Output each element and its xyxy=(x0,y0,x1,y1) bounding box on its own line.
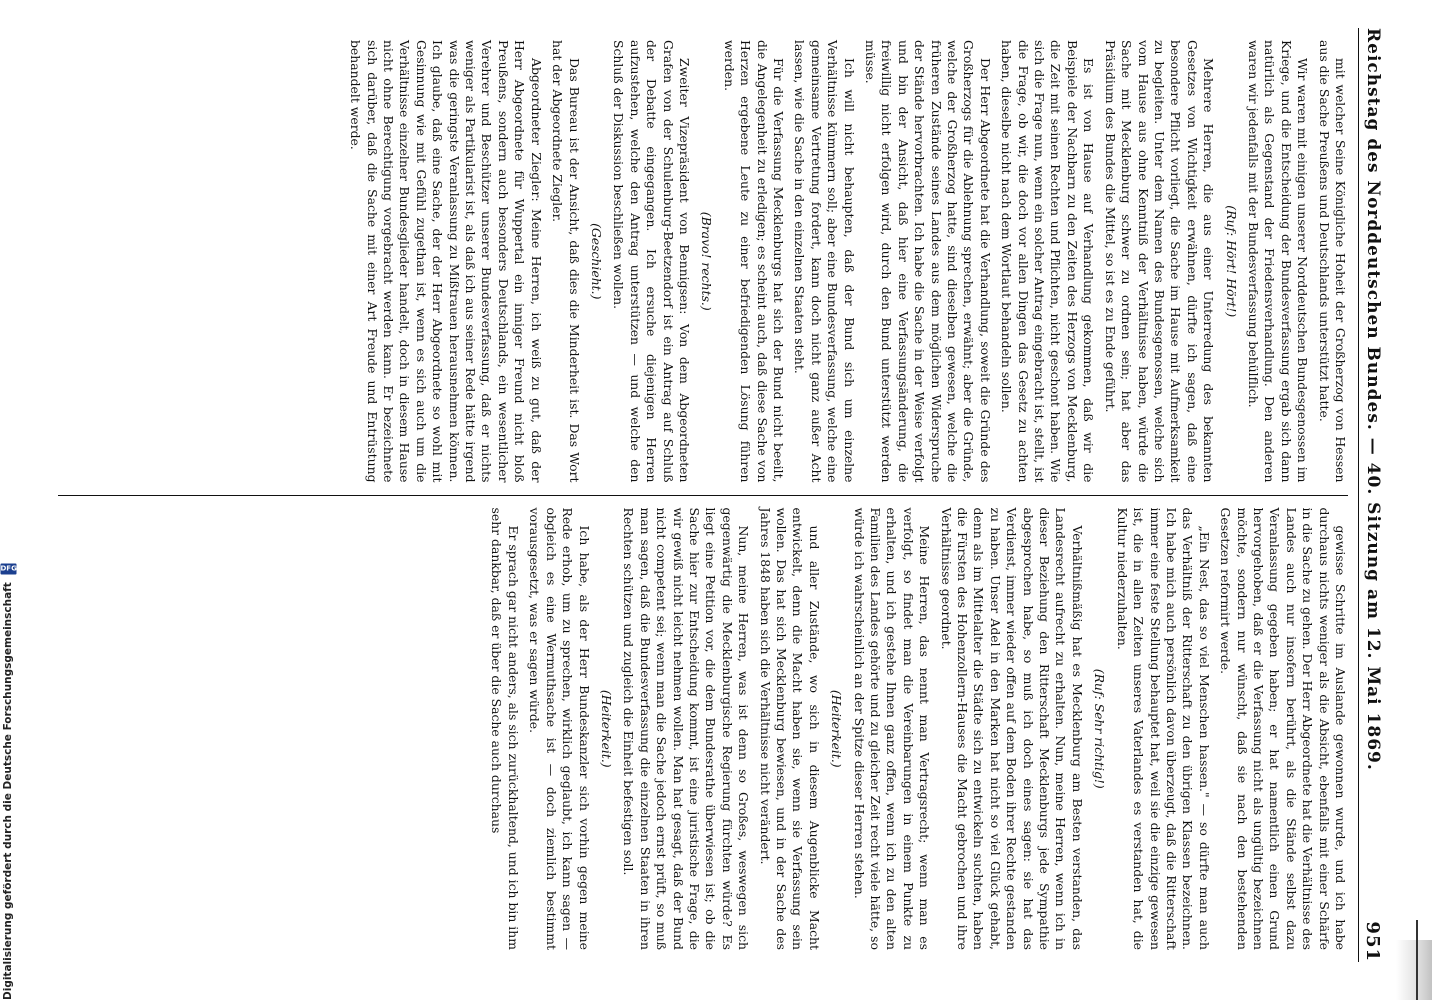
applause-note: (Bravo! rechts.) xyxy=(699,211,715,311)
interjection: (Ruf: Hört! Hört!) xyxy=(1223,205,1239,318)
paragraph: Mehrere Herren, die aus einer Unterredung des bekannten Gesetzes von Wichtigkeit erwähnen, dürfte ich sagen, daß eine besondere Pflicht vorliegt, die Sache im Hause mit Aufmerksamkeit zu begleiten. Unter dem Namen des Bundesgenossen, welche sich vom Hause aus ohne Kenntniß der Verhältnisse haben, würde die Sache mit Mecklenburg schwer zu ordnen sein; hat aber das Präsidium des Bundes die Mittel, so ist es zu Ende geführt. xyxy=(1102,40,1217,483)
paragraph: Ich habe, als der Herr Bundeskanzler sich vorhin gegen meine Rede erhob, um zu sprechen, wirklich geglaubt, ich kann sagen — obgleich es eine Wermuthsache ist — doch ziemlich bestimmt vorausgesetzt, was er sagen würde. xyxy=(527,507,592,950)
paragraph: Nun, meine Herren, was ist denn so Großes, weswegen sich gegenwärtig die Mecklenburgische Regierung fürchten würde? Es liegt eine Petition vor, die dem Bundesrathe überwiesen ist; ob die Sache hier zur Entscheidung kommt, ist eine juristische Frage, die wir gewiß nicht leicht nehmen wollen. Man hat gesagt, daß der Bund nicht competent sei; wenn man die Sache jedoch ernst prüft, so muß man sagen, daß die Bundesverfassung die einzelnen Staaten in ihren Rechten schützen und zugleich die Einheit befestigen soll. xyxy=(621,507,752,950)
paragraph: Es ist von Hause auf Verhandlung gekommen, daß wir die Beispiele der Nachbarn zu den Zeiten des Herzogs von Mecklenburg, die Zeit mit seinen Rechten und Pflichten, nicht geschont haben. Wie sich die Frage nun, wenn ein solcher Antrag eingebracht ist, stellt, ist die Frage, ob wir, die doch vor allen Dingen das Gesetz zu achten haben, dieselbe nicht nach dem Wortlaut behandeln sollen. xyxy=(999,40,1097,483)
paragraph: „Ein Nest, das so viel Menschen hassen." — so dürfte man auch das Verhältniß der Ritterschaft zu den übrigen Klassen bezeichnen. Ich habe mich auch persönlich davon überzeugt, daß die Ritterschaft immer eine feste Stellung behauptet hat, weil sie die einzige gewesen ist, die in allen Zeiten unseres Vaterlandes es verstanden hat, die Kultur niederzuhalten. xyxy=(1114,507,1212,950)
paragraph: gewisse Schritte im Auslande gewonnen wurde, und ich habe durchaus nichts weniger als die Absicht, ebenfalls mit einer Schärfe in die Sache zu gehen. Der Herr Abgeordnete hat die Verhältnisse des Landes auch nur insofern berührt, als die Stände selbst dazu Veranlassung gegeben haben; er hat namentlich einen Grund hervorgehoben, daß er die Verfassung nicht als ungültig bezeichnen möchte, sondern nur wünscht, daß sie nach den bestehenden Gesetzen reformirt werde. xyxy=(1218,507,1348,950)
vice-president-paragraph: Zweiter Vizepräsident von Bennigsen: Von dem Abgeordneten Grafen von der Schulenburg-Beetzendorf ist ein Antrag auf Schluß der Debatte eingegangen. Ich ersuche diejenigen Herren aufzustehen, welche den Antrag unterstützen — und welche den Schluß der Diskussion beschließen wollen. xyxy=(611,40,692,483)
interjection: (Ruf: Sehr richtig!) xyxy=(1092,668,1108,789)
page-header-title: Reichstag des Norddeutschen Bundes. — 40. Sitzung am 12. Mai 1869. xyxy=(1363,28,1383,771)
closing-paragraph: Das Bureau ist der Ansicht, daß dies die Minderheit ist. Das Wort hat der Abgeordnete Ziegler. xyxy=(550,40,582,483)
rotated-page-content xyxy=(35,0,1397,990)
scan-edge-shadow xyxy=(1396,940,1432,1000)
paragraph: Meine Herren, das nennt man Vertragsrecht; wenn man es verfolgt, so findet man die Vereinbarungen in einem Punkte zu erhalten, und ich gestehe Ihnen ganz offen, wenn ich zu den alten Familien des Landes gehörte und zu gleicher Zeit recht viele hätte, so würde ich wahrscheinlich an der Spitze dieser Herren stehen. xyxy=(851,507,933,950)
paragraph: Wir waren mit einigen unserer Norddeutschen Bundesgenossen im Kriege, und die Entscheidung der Bundesverfassung ergab sich dann natürlich als Gegenstand der Friedensverhandlung. Den anderen waren wir jedenfalls mit der Bundesverfassung behülflich. xyxy=(1245,40,1311,483)
paragraph: Ich will nicht behaupten, daß der Bund sich um einzelne Verhältnisse kümmern soll; aber eine Bundesverfassung, welche eine gemeinsame Vertretung fordert, kann doch nicht ganz außer Acht lassen, wie die Sache in den einzelnen Staaten steht. xyxy=(792,40,857,483)
paragraph: und aller Zustände, wo sich in diesem Augenblicke Macht entwickelt, denn die Macht haben sie, wenn sie Verfassung sein wollen. Das hat sich Mecklenburg bewiesen, und in der Sache des Jahres 1848 haben sich die Verhältnisse nicht verändert. xyxy=(757,507,822,950)
footer-text: Digitalisierung gefördert durch die Deutsche Forschungsgemeinschaft xyxy=(2,582,14,1000)
left-column xyxy=(58,28,1348,495)
event-note: (Heiterkeit.) xyxy=(829,689,845,768)
paragraph: Der Herr Abgeordnete hat die Verhandlung, soweit die Gründe des Großherzogs für die Ablehnung sprechen, erwähnt; aber die Gründe, welche der Großherzog hatte, sind dieselben gewesen, welche die früheren Zustände seines Landes aus dem möglichen Widerspruche der Stände hervorbrachten. Ich habe die Sache in der Weise verfolgt und bin der Ansicht, daß hier eine Verfassungsänderung, die freiwillig nicht erfolgen wird, durch den Bund unterstützt werden müsse. xyxy=(863,40,993,483)
scan-edge-mark xyxy=(1416,920,1418,1000)
dfg-logo-icon: DFG xyxy=(0,564,17,573)
page-number: 951 xyxy=(1362,921,1384,962)
page-header xyxy=(1358,28,1387,962)
ziegler-paragraph: Abgeordneter Ziegler: Meine Herren, ich weiß zu gut, daß der Herr Abgeordnete für Wuppertal ein inniger Freund nicht bloß Preußens, sondern auch besonders Deutschlands, ein wesentlicher Verehrer und Beschützer unserer Bundesverfassung, daß er nichts weniger als Partikularist ist, als daß ich aus seiner Rede hätte irgend was die geringste Veranlassung zu Mißtrauen herausnehmen können. Ich glaube, daß eine Sache, der der Herr Abgeordnete so wohl mit Gesinnung wie mit Gefühl zugethan ist, wenn es sich auch um die Verhältnisse einzelner Bundesglieder handelt, doch in diesem Hause nicht ohne Berechtigung vorgebracht werden kann. Er bezeichnete sich darüber, daß die Sache mit einer Art Freude und Entrüstung behandelt werde. xyxy=(348,40,544,483)
paragraph: Verhältnißmäßig hat es Mecklenburg am Besten verstanden, das Landesrecht aufrecht zu erhalten. Nun, meine Herren, wenn ich in dieser Beziehung den Ritterschaft Mecklenburgs jede Sympathie abgesprochen habe, so muß ich doch eines sagen: sie hat das Verdienst, immer wieder offen auf dem Boden ihrer Rechte gestanden zu haben. Unser Adel in den Marken hat nicht so viel Glück gehabt, denn als im Mittelalter die Städte sich zu entwickeln suchten, haben die Fürsten des Hohenzollern-Hauses die Macht gebrochen und ihre Verhältnisse geordnet. xyxy=(938,507,1085,950)
paragraph: Für die Verfassung Mecklenburgs hat sich der Bund nicht beeilt, die Angelegenheit zu erledigen; es scheint auch, daß diese Sache von Herzen ergebene Leute zu einer befriedigenden Lösung führen werden. xyxy=(721,40,786,483)
event-note: (Heiterkeit.) xyxy=(598,689,614,768)
right-column xyxy=(58,495,1348,963)
digitization-footer xyxy=(0,0,17,1000)
event-note: (Geschieht.) xyxy=(588,223,604,300)
paragraph: mit welcher Seine Königliche Hoheit der Großherzog von Hessen aus die Sache Preußens und Deutschlands unterstützt hatte. xyxy=(1316,40,1348,483)
paragraph: Er sprach gar nicht anders, als sich zurückhaltend, und ich bin ihm sehr dankbar, daß er über die Sache auch durchaus xyxy=(489,507,521,950)
text-columns xyxy=(58,28,1348,962)
